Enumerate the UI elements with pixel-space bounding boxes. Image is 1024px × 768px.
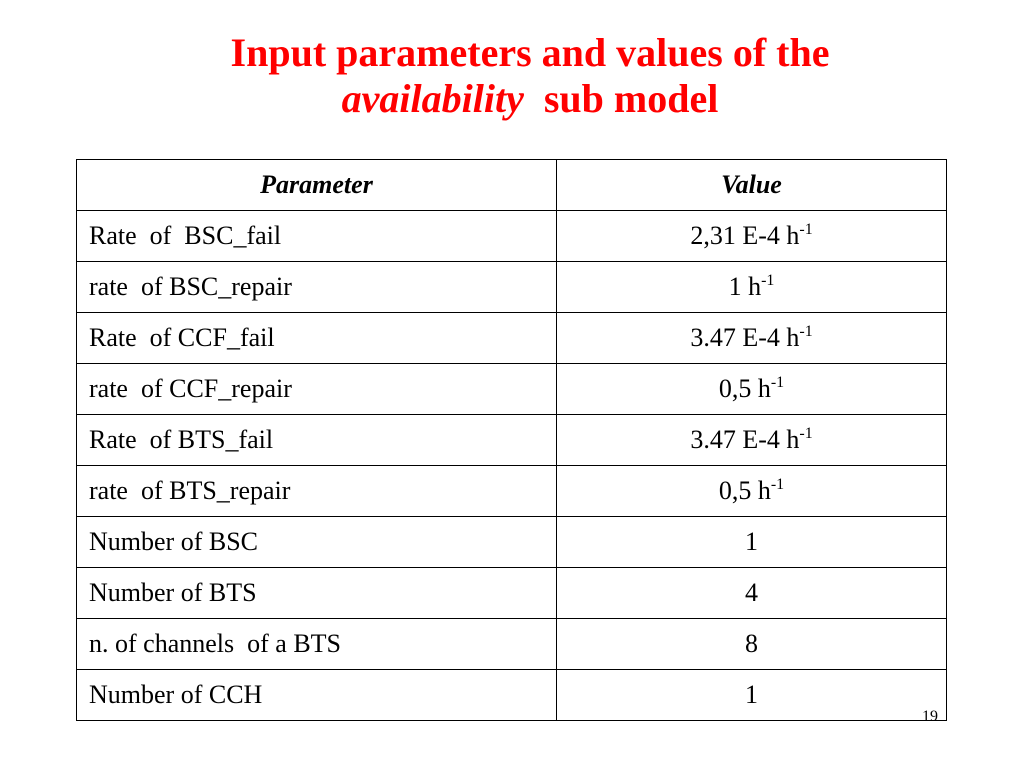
value-exponent: -1 — [761, 272, 775, 289]
title-line-2-rest: sub model — [523, 76, 719, 121]
parameter-cell: rate of BSC_repair — [77, 262, 557, 313]
table-row — [77, 517, 947, 568]
value-text: 8 — [745, 629, 758, 658]
title-line-1: Input parameters and values of the — [230, 30, 830, 75]
value-cell — [557, 364, 947, 415]
value-text: 0,5 h — [718, 476, 771, 505]
value-exponent: -1 — [799, 221, 813, 238]
value-text: 3.47 E-4 h — [690, 425, 800, 454]
parameter-cell: Rate of CCF_fail — [77, 313, 557, 364]
parameter-cell: n. of channels of a BTS — [77, 619, 557, 670]
value-cell — [557, 262, 947, 313]
header-value: Value — [557, 160, 947, 211]
value-text: 1 — [745, 680, 758, 709]
slide-title — [40, 30, 1020, 122]
value-exponent: -1 — [799, 323, 813, 340]
table-row — [77, 619, 947, 670]
value-cell — [557, 670, 947, 721]
parameter-cell: Rate of BSC_fail — [77, 211, 557, 262]
parameter-cell: Number of BTS — [77, 568, 557, 619]
title-italic-word: availability — [341, 76, 524, 121]
table-row — [77, 466, 947, 517]
value-cell — [557, 517, 947, 568]
value-text: 0,5 h — [718, 374, 771, 403]
value-exponent: -1 — [770, 374, 785, 391]
table-row — [77, 415, 947, 466]
value-text: 2,31 E-4 h — [690, 221, 800, 250]
table-header-row — [77, 160, 947, 211]
parameter-cell: rate of CCF_repair — [77, 364, 557, 415]
value-cell — [557, 466, 947, 517]
value-exponent: -1 — [799, 425, 813, 442]
slide-number: 19 — [922, 708, 938, 725]
table-row — [77, 211, 947, 262]
value-cell — [557, 568, 947, 619]
value-cell — [557, 211, 947, 262]
table-body — [77, 211, 947, 721]
value-text: 4 — [745, 578, 758, 607]
value-exponent: -1 — [770, 476, 785, 493]
table-row — [77, 313, 947, 364]
value-text: 3.47 E-4 h — [690, 323, 800, 352]
table-row — [77, 670, 947, 721]
title-line-2 — [40, 76, 1020, 122]
parameter-cell: Rate of BTS_fail — [77, 415, 557, 466]
value-cell — [557, 415, 947, 466]
value-text: 1 h — [728, 272, 762, 301]
value-text: 1 — [745, 527, 758, 556]
value-cell — [557, 619, 947, 670]
parameter-cell: Number of CCH — [77, 670, 557, 721]
header-parameter: Parameter — [77, 160, 557, 211]
value-cell — [557, 313, 947, 364]
table-row — [77, 262, 947, 313]
parameter-table — [76, 159, 947, 721]
parameter-cell: Number of BSC — [77, 517, 557, 568]
table-row — [77, 568, 947, 619]
table-row — [77, 364, 947, 415]
parameter-cell: rate of BTS_repair — [77, 466, 557, 517]
